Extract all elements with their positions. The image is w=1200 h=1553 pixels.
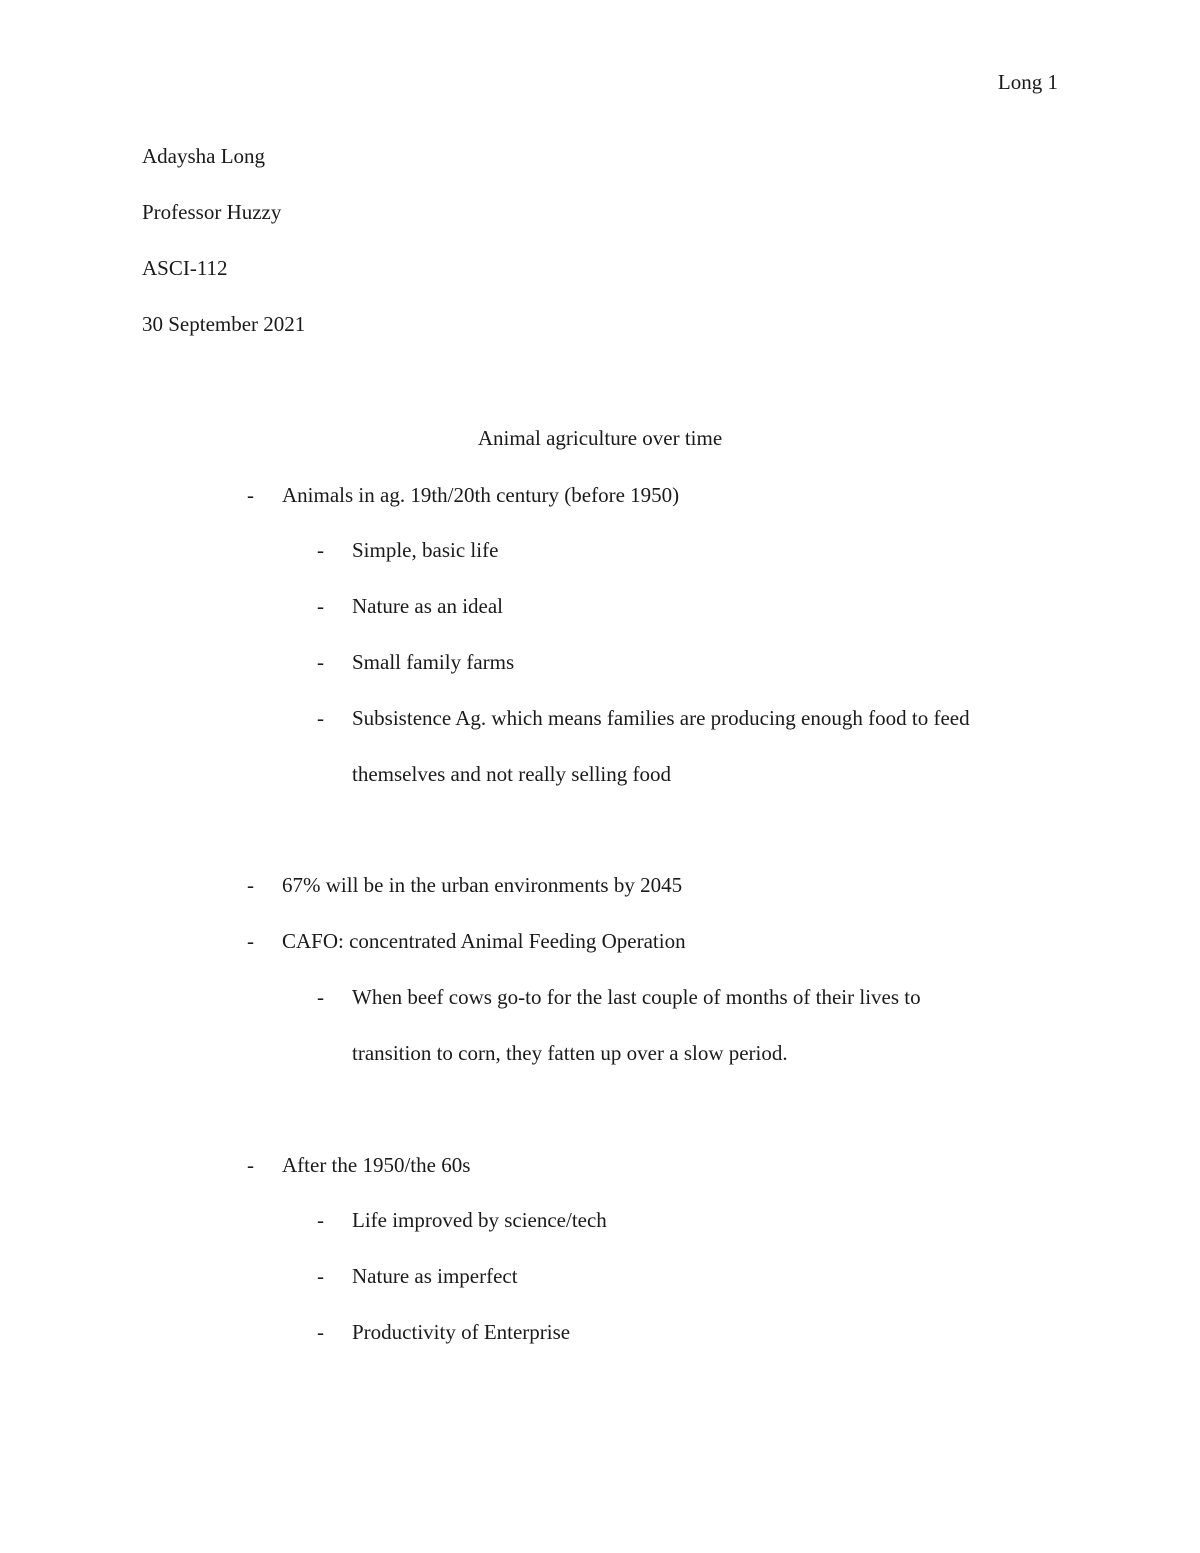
- professor-name: Professor Huzzy: [142, 200, 282, 224]
- author-name: Adaysha Long: [142, 144, 266, 168]
- bullet-dash: -: [317, 1320, 324, 1344]
- list-item-text: Life improved by science/tech: [352, 1208, 607, 1232]
- mla-heading: [142, 142, 305, 366]
- bullet-dash: -: [317, 1208, 324, 1232]
- bullet-dash: -: [317, 594, 324, 618]
- bullet-dash: -: [317, 650, 324, 674]
- list-item-text: When beef cows go-to for the last couple of months of their lives to: [352, 985, 921, 1009]
- bullet-dash: -: [317, 706, 324, 730]
- list-item-text: themselves and not really selling food: [352, 762, 672, 786]
- list-item-text: Animals in ag. 19th/20th century (before 1950): [282, 483, 680, 507]
- bullet-dash: -: [317, 985, 324, 1009]
- list-item-text: Small family farms: [352, 650, 515, 674]
- list-item-text: Simple, basic life: [352, 538, 499, 562]
- list-item-text: Productivity of Enterprise: [352, 1320, 571, 1344]
- bullet-dash: -: [317, 538, 324, 562]
- list-item-text: transition to corn, they fatten up over a slow period.: [352, 1041, 788, 1065]
- date-line: 30 September 2021: [142, 312, 306, 336]
- bullet-dash: -: [247, 483, 254, 507]
- document-title: Animal agriculture over time: [477, 426, 723, 450]
- bullet-dash: -: [247, 1153, 254, 1177]
- page-header-label: Long 1: [997, 70, 1058, 94]
- list-item-text: Nature as an ideal: [352, 594, 504, 618]
- list-item-text: Subsistence Ag. which means families are producing enough food to feed: [352, 706, 970, 730]
- list-item-text: CAFO: concentrated Animal Feeding Operation: [282, 929, 686, 953]
- list-item-text: Nature as imperfect: [352, 1264, 518, 1288]
- list-item-text: 67% will be in the urban environments by 2045: [282, 873, 683, 897]
- bullet-dash: -: [317, 1264, 324, 1288]
- bullet-dash: -: [247, 873, 254, 897]
- course-code: ASCI-112: [142, 256, 228, 280]
- bullet-dash: -: [247, 929, 254, 953]
- list-item-text: After the 1950/the 60s: [282, 1153, 471, 1177]
